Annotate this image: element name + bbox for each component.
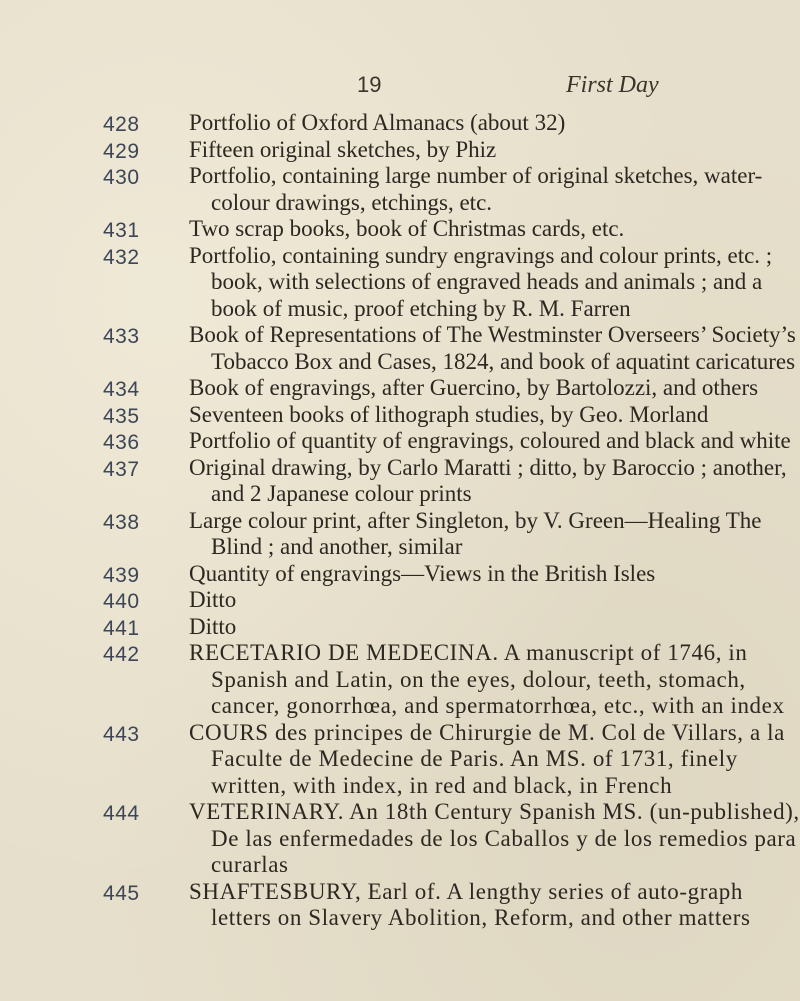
lot-number: 443 [103, 722, 140, 746]
lot-description: Ditto [189, 613, 237, 639]
lot-entry [0, 799, 800, 879]
lot-description: Portfolio of quantity of engravings, coloured and black and white [189, 428, 791, 453]
lot-entry [0, 614, 800, 641]
lot-description: Ditto [189, 587, 237, 612]
running-title: First Day [566, 72, 659, 98]
lot-entry [0, 428, 800, 455]
lot-list [0, 110, 800, 932]
lot-description: Seventeen books of lithograph studies, by Geo. Morland [189, 401, 709, 427]
lot-number: 432 [103, 245, 140, 269]
lot-description: Portfolio of Oxford Almanacs (about 32) [189, 110, 566, 135]
lot-entry [0, 375, 800, 402]
lot-number: 440 [103, 590, 140, 613]
lot-description: COURS des principes de Chirurgie de M. Col de Villars, a la Faculte de Medecine de Paris. An MS. of 1731, finely written, with index, in red and black, in French [189, 719, 785, 798]
lot-number: 438 [103, 510, 140, 534]
lot-entry [0, 243, 800, 323]
lot-number: 428 [103, 113, 140, 136]
lot-number: 444 [103, 802, 140, 825]
lot-number: 439 [103, 563, 140, 587]
lot-entry [0, 720, 800, 800]
lot-number: 441 [103, 616, 140, 640]
lot-entry [0, 163, 800, 216]
lot-description: Portfolio, containing large number of original sketches, water-colour drawings, etchings, etc. [189, 163, 763, 215]
page-number: 19 [357, 72, 382, 97]
lot-number: 433 [103, 325, 140, 348]
lot-description: SHAFTESBURY, Earl of. A lengthy series of auto-graph letters on Slavery Abolition, Reform, and other matters [189, 878, 751, 930]
lot-number: 436 [103, 431, 140, 454]
lot-description: Fifteen original sketches, by Phiz [189, 136, 497, 162]
lot-description: RECETARIO DE MEDECINA. A manuscript of 1746, in Spanish and Latin, on the eyes, dolour, teeth, stomach, cancer, gonorrhœa, and spermatorrhœa, etc., with an index [189, 640, 785, 718]
lot-description: Original drawing, by Carlo Maratti ; ditto, by Baroccio ; another, and 2 Japanese colour prints [189, 454, 787, 506]
lot-entry [0, 137, 800, 164]
lot-entry [0, 455, 800, 508]
lot-entry [0, 587, 800, 614]
lot-description: Portfolio, containing sundry engravings and colour prints, etc. ; book, with selections of engraved heads and animals ; and a book of music, proof etching by R. M. Farren [189, 242, 773, 321]
lot-description: VETERINARY. An 18th Century Spanish MS. (un-published), De las enfermedades de los Caballos y de los remedios para curarlas [189, 799, 800, 877]
lot-entry [0, 508, 800, 561]
lot-description: Large colour print, after Singleton, by V. Green—Healing The Blind ; and another, similar [189, 507, 762, 559]
lot-entry [0, 216, 800, 243]
page-header [0, 72, 800, 106]
lot-description: Book of Representations of The Westminster Overseers’ Society’s Tobacco Box and Cases, 1824, and book of aquatint caricatures [189, 322, 796, 374]
lot-description: Book of engravings, after Guercino, by Bartolozzi, and others [189, 375, 759, 400]
lot-number: 429 [103, 139, 140, 163]
lot-description: Quantity of engravings—Views in the British Isles [189, 560, 656, 586]
lot-entry [0, 879, 800, 932]
lot-number: 434 [103, 378, 140, 401]
lot-number: 431 [103, 219, 140, 242]
lot-entry [0, 402, 800, 429]
lot-number: 437 [103, 457, 140, 481]
lot-description: Two scrap books, book of Christmas cards, etc. [189, 216, 625, 241]
lot-entry [0, 322, 800, 375]
lot-entry [0, 110, 800, 137]
lot-entry [0, 640, 800, 720]
lot-number: 442 [103, 643, 140, 666]
lot-number: 435 [103, 404, 140, 428]
lot-number: 430 [103, 166, 140, 189]
lot-number: 445 [103, 881, 140, 905]
lot-entry [0, 561, 800, 588]
